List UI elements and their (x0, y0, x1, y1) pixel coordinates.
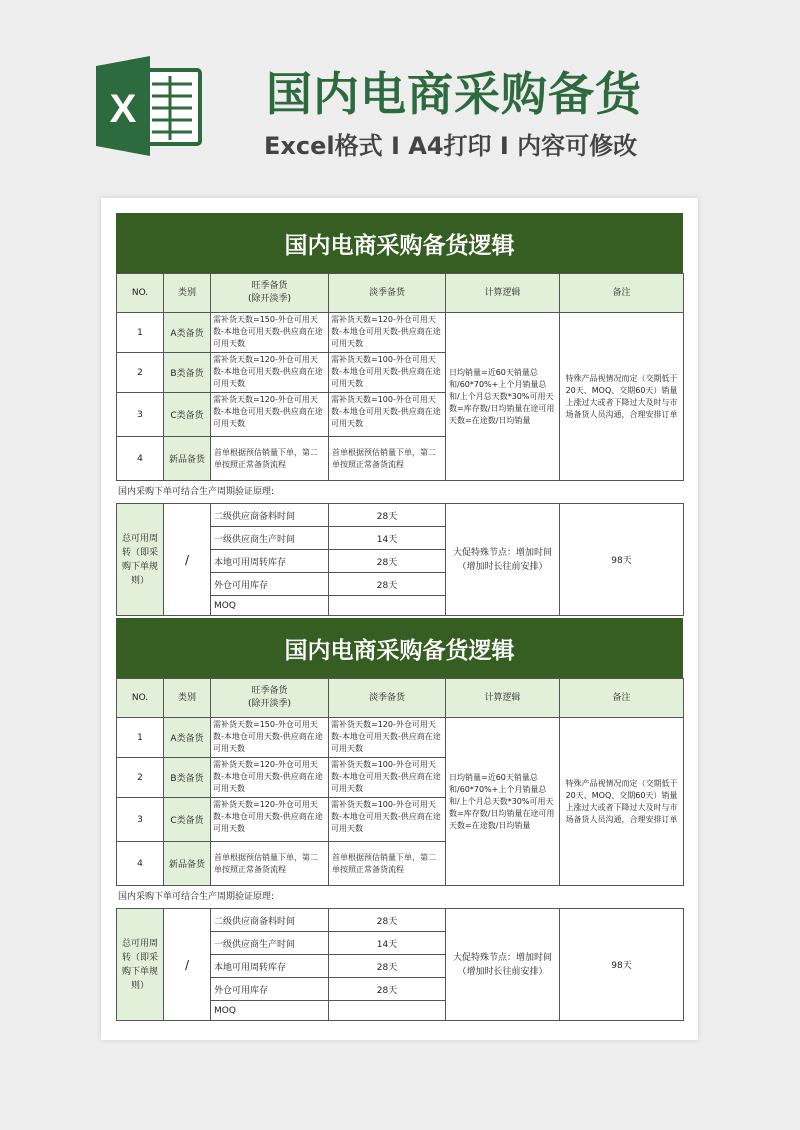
row-no: 4 (117, 437, 164, 481)
header-logic: 计算逻辑 (446, 679, 560, 718)
table-row (117, 313, 684, 353)
cycle-table (116, 503, 684, 616)
row-no: 2 (117, 353, 164, 393)
cycle-item-days (329, 1001, 446, 1021)
table-row (117, 718, 684, 758)
table-row (117, 504, 684, 527)
header-peak: 旺季备货 (除开淡季) (211, 274, 329, 313)
row-offpeak: 需补货天数=100-外仓可用天数-本地仓可用天数-供应商在途可用天数 (329, 353, 446, 393)
row-category: 新品备货 (164, 842, 211, 886)
row-category: C类备货 (164, 393, 211, 437)
cycle-label: 总可用周转（即采购下单规则） (117, 504, 164, 616)
cycle-item-days: 28天 (329, 978, 446, 1001)
row-no: 3 (117, 393, 164, 437)
header-peak: 旺季备货 (除开淡季) (211, 679, 329, 718)
row-peak: 首单根据预估销量下单，第二单按照正常备货流程 (211, 842, 329, 886)
header-no: NO. (117, 679, 164, 718)
header-offpeak: 淡季备货 (329, 679, 446, 718)
cycle-item-name: 二级供应商备料时间 (211, 909, 329, 932)
total-cell: 98天 (560, 504, 684, 616)
row-peak: 需补货天数=120-外仓可用天数-本地仓可用天数-供应商在途可用天数 (211, 798, 329, 842)
logic-block-2 (116, 618, 683, 1021)
header-category: 类别 (164, 274, 211, 313)
row-offpeak: 需补货天数=120-外仓可用天数-本地仓可用天数-供应商在途可用天数 (329, 313, 446, 353)
cycle-item-days (329, 596, 446, 616)
header-row (117, 274, 684, 313)
cycle-item-name: 本地可用周转库存 (211, 550, 329, 573)
cycle-item-name: 外仓可用库存 (211, 573, 329, 596)
header-offpeak: 淡季备货 (329, 274, 446, 313)
row-peak: 首单根据预估销量下单，第二单按照正常备货流程 (211, 437, 329, 481)
row-offpeak: 需补货天数=100-外仓可用天数-本地仓可用天数-供应商在途可用天数 (329, 758, 446, 798)
row-peak: 需补货天数=150-外仓可用天数-本地仓可用天数-供应商在途可用天数 (211, 718, 329, 758)
table-title-band: 国内电商采购备货逻辑 (116, 618, 683, 678)
row-offpeak: 首单根据预估销量下单，第二单按照正常备货流程 (329, 437, 446, 481)
cycle-item-name: 二级供应商备料时间 (211, 504, 329, 527)
cycle-item-name: 一级供应商生产时间 (211, 527, 329, 550)
cycle-table (116, 908, 684, 1021)
row-category: 新品备货 (164, 437, 211, 481)
cycle-item-days: 14天 (329, 527, 446, 550)
header-remark: 备注 (560, 274, 684, 313)
cycle-item-name: 一级供应商生产时间 (211, 932, 329, 955)
row-peak: 需补货天数=150-外仓可用天数-本地仓可用天数-供应商在途可用天数 (211, 313, 329, 353)
total-cell: 98天 (560, 909, 684, 1021)
header-row (117, 679, 684, 718)
row-no: 1 (117, 313, 164, 353)
table-row (117, 909, 684, 932)
cycle-item-days: 28天 (329, 573, 446, 596)
row-category: C类备货 (164, 798, 211, 842)
row-no: 1 (117, 718, 164, 758)
table-title-band: 国内电商采购备货逻辑 (116, 213, 683, 273)
cycle-slash: / (164, 909, 211, 1021)
row-no: 4 (117, 842, 164, 886)
logic-block-1 (116, 213, 683, 616)
remark-cell: 特殊产品视情况而定（交期低于20天、MOQ、交期60天）销量上涨过大或者下降过大及时与市场备货人员沟通，合理安排订单 (560, 718, 684, 886)
cycle-item-days: 28天 (329, 955, 446, 978)
row-no: 2 (117, 758, 164, 798)
cycle-item-days: 28天 (329, 550, 446, 573)
hero-title: 国内电商采购备货 (266, 67, 642, 121)
promo-cell: 大促特殊节点：增加时间（增加时长往前安排） (446, 909, 560, 1021)
row-peak: 需补货天数=120-外仓可用天数-本地仓可用天数-供应商在途可用天数 (211, 393, 329, 437)
row-category: B类备货 (164, 353, 211, 393)
logic-cell: 日均销量=近60天销量总和/60*70%+上个月销量总和/上个月总天数*30%可用天数=库存数/日均销量在途可用天数=在途数/日均销量 (446, 718, 560, 886)
cycle-item-name: MOQ (211, 1001, 329, 1021)
row-category: B类备货 (164, 758, 211, 798)
header-logic: 计算逻辑 (446, 274, 560, 313)
row-offpeak: 需补货天数=100-外仓可用天数-本地仓可用天数-供应商在途可用天数 (329, 798, 446, 842)
row-peak: 需补货天数=120-外仓可用天数-本地仓可用天数-供应商在途可用天数 (211, 353, 329, 393)
cycle-caption: 国内采购下单可结合生产周期验证原理: (118, 487, 275, 497)
promo-cell: 大促特殊节点：增加时间（增加时长往前安排） (446, 504, 560, 616)
row-offpeak: 首单根据预估销量下单，第二单按照正常备货流程 (329, 842, 446, 886)
cycle-item-name: MOQ (211, 596, 329, 616)
row-offpeak: 需补货天数=100-外仓可用天数-本地仓可用天数-供应商在途可用天数 (329, 393, 446, 437)
cycle-slash: / (164, 504, 211, 616)
strategy-table (116, 678, 684, 886)
hero-subtitle: Excel格式 I A4打印 I 内容可修改 (264, 132, 638, 160)
cycle-item-name: 本地可用周转库存 (211, 955, 329, 978)
row-category: A类备货 (164, 313, 211, 353)
row-offpeak: 需补货天数=120-外仓可用天数-本地仓可用天数-供应商在途可用天数 (329, 718, 446, 758)
cycle-caption: 国内采购下单可结合生产周期验证原理: (118, 892, 275, 902)
cycle-label: 总可用周转（即采购下单规则） (117, 909, 164, 1021)
header-category: 类别 (164, 679, 211, 718)
remark-cell: 特殊产品视情况而定（交期低于20天、MOQ、交期60天）销量上涨过大或者下降过大及时与市场备货人员沟通，合理安排订单 (560, 313, 684, 481)
header-remark: 备注 (560, 679, 684, 718)
row-no: 3 (117, 798, 164, 842)
row-peak: 需补货天数=120-外仓可用天数-本地仓可用天数-供应商在途可用天数 (211, 758, 329, 798)
strategy-table (116, 273, 684, 481)
excel-logo-icon (92, 56, 204, 156)
cycle-item-days: 28天 (329, 504, 446, 527)
row-category: A类备货 (164, 718, 211, 758)
cycle-item-name: 外仓可用库存 (211, 978, 329, 1001)
cycle-item-days: 28天 (329, 909, 446, 932)
excel-logo-letter: X (109, 87, 137, 131)
header-no: NO. (117, 274, 164, 313)
cycle-item-days: 14天 (329, 932, 446, 955)
logic-cell: 日均销量=近60天销量总和/60*70%+上个月销量总和/上个月总天数*30%可用天数=库存数/日均销量在途可用天数=在途数/日均销量 (446, 313, 560, 481)
